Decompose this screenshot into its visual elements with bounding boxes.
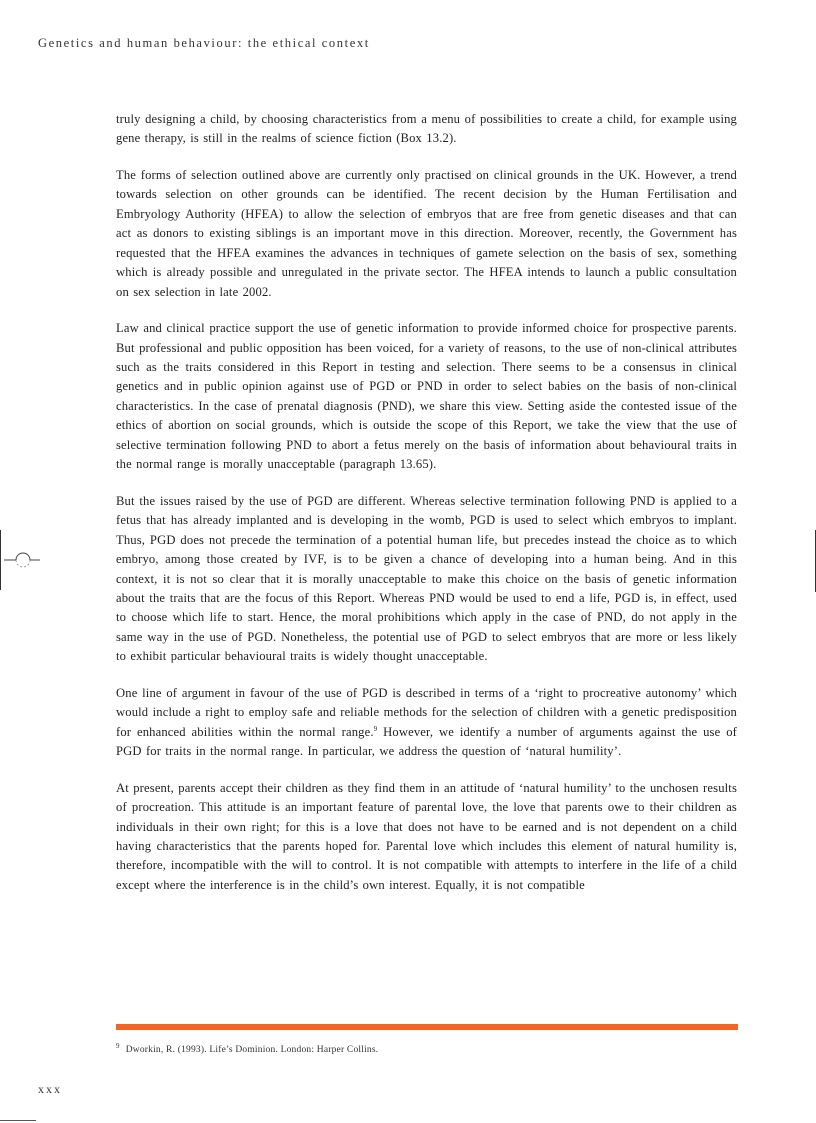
paragraph: But the issues raised by the use of PGD are different. Whereas selective termination following PND is applied to a fetus that has already implanted and is developing in the womb, PGD is used to select which embryos to implant. Thus, PGD does not precede the termination of a potential human life, but precedes instead the choice as to which embryo, among those created by IVF, is to be given a chance of developing into a human being. And in this context, it is not so clear that it is morally unacceptable to make this choice on the basis of genetic information about the traits that are the focus of this Report. Whereas PND would be used to end a life, PGD is, in effect, used to choose which life to start. Hence, the moral prohibitions which apply in the case of PND, do not apply in the same way in the use of PGD. Nonetheless, the potential use of PGD to select embryos that are more or less likely to exhibit particular behavioural traits is widely thought unacceptable. <box>116 493 737 664</box>
paragraph: The forms of selection outlined above are currently only practised on clinical grounds in the UK. However, a trend towards selection on other grounds can be identified. The recent decision by the Human Fertilisation and Embryology Authority (HFEA) to allow the selection of embryos that are free from genetic diseases and that can act as donors to existing siblings is an important move in this direction. Moreover, recently, the Government has requested that the HFEA examines the advances in techniques of gamete selection on the basis of sex, something which is already possible and unregulated in the private sector. The HFEA intends to launch a public consultation on sex selection in late 2002. <box>116 167 737 299</box>
footnote-text: Dworkin, R. (1993). Life’s Dominion. London: Harper Collins. <box>125 1045 379 1056</box>
footnote-divider <box>116 1024 738 1030</box>
bottom-crop-line <box>0 1120 36 1121</box>
paragraph: At present, parents accept their children as they find them in an attitude of ‘natural humility’ to the unchosen results of procreation. This attitude is an important feature of parental love, the love that parents owe to their children as individuals in their own right; for this is a love that does not have to be earned and is not dependent on a child having characteristics that the parents hoped for. Parental love which includes this element of natural humility is, therefore, incompatible with the will to control. It is not compatible with attempts to interfere in the life of a child except where the interference is in the child’s own interest. Equally, it is not compatible <box>116 780 737 892</box>
paragraph: Law and clinical practice support the use of genetic information to provide informed choice for prospective parents. But professional and public opposition has been voiced, for a variety of reasons, to the use of non-clinical attributes such as the traits considered in this Report in testing and selection. There seems to be a consensus in clinical genetics and in public opinion against use of PGD or PND in order to select babies on the basis of non-clinical characteristics. In the case of prenatal diagnosis (PND), we share this view. Setting aside the contested issue of the ethics of abortion on social grounds, which is outside the scope of this Report, we take the view that the use of selective termination following PND to abort a fetus merely on the basis of information about behavioural traits in the normal range is morally unacceptable (paragraph 13.65). <box>116 321 737 472</box>
page-number: xxx <box>38 1082 62 1096</box>
paragraph-with-footnote <box>116 684 737 762</box>
paragraph: truly designing a child, by choosing characteristics from a menu of possibilities to create a child, for example using gene therapy, is still in the realms of science fiction (Box 13.2). <box>116 112 737 146</box>
crop-mark-left <box>0 530 1 590</box>
footnote <box>116 1042 737 1055</box>
registration-mark-icon <box>4 549 40 571</box>
footnote-number: 9 <box>116 1042 120 1050</box>
running-header: Genetics and human behaviour: the ethical context <box>38 36 370 50</box>
paragraph-text: However, we identify a number of arguments against the use of PGD for traits in the normal range. In particular, we address the question of ‘natural humility’. <box>116 724 737 759</box>
paragraph-text: One line of argument in favour of the use of PGD is described in terms of a ‘right to procreative autonomy’ which would include a right to employ safe and reliable methods for the selection of children with a genetic predisposition for enhanced abilities within the normal range. <box>116 685 737 739</box>
footnote-reference[interactable]: 9 <box>373 724 378 733</box>
body-text <box>116 110 737 912</box>
